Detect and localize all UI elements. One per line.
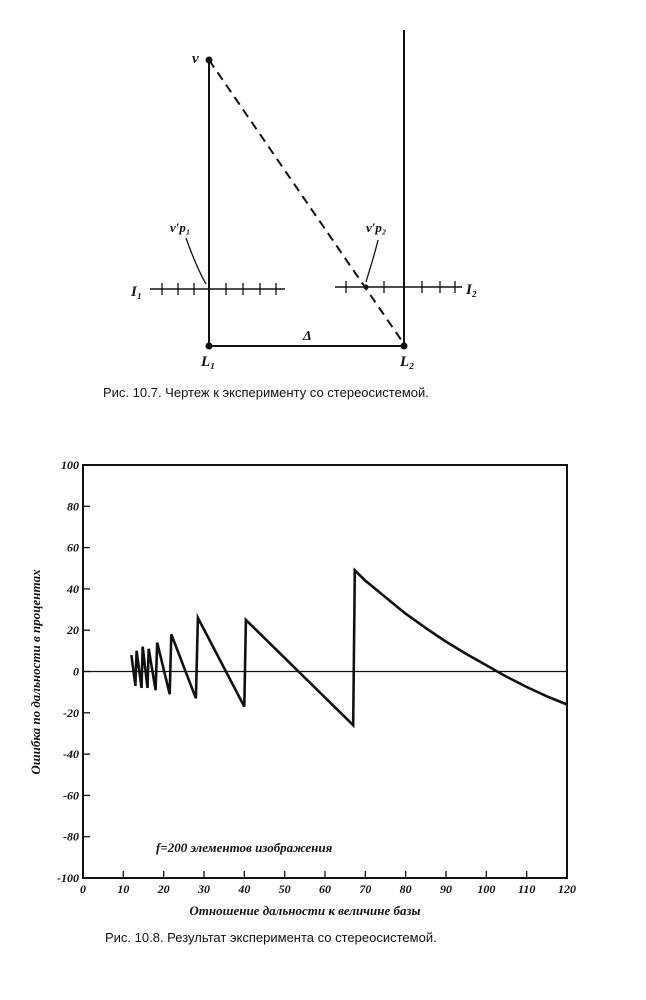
y-tick-label: -60 [63,788,79,803]
label-delta: Δ [303,329,312,344]
chart-annotation: f=200 элементов изображения [156,840,333,855]
x-tick-label: 20 [157,882,170,896]
x-axis-title: Отношение дальности к величине базы [189,903,421,918]
label-I1: I₁ [131,284,143,300]
x-tick-label: 110 [517,882,536,896]
y-tick-label: 0 [73,664,79,679]
point-vp2 [364,285,369,290]
x-tick-label: 120 [558,882,576,896]
label-vp1: v′p₁ [170,220,191,235]
stereo-diagram [0,0,646,380]
error-series-line [131,570,567,725]
y-tick-label: -80 [63,829,79,844]
y-tick-label: 100 [61,458,79,472]
y-tick-label: -40 [63,747,79,762]
x-tick-label: 0 [80,882,86,896]
x-tick-label: 60 [319,882,331,896]
point-v [206,57,213,64]
label-I2: I₂ [466,282,478,298]
x-tick-label: 100 [477,882,496,896]
x-tick-label: 80 [399,882,412,896]
label-L1: L₁ [201,354,216,370]
x-tick-label: 50 [278,882,291,896]
leader-vp1 [186,238,206,284]
leader-vp2 [366,240,378,282]
x-tick-label: 30 [198,882,210,896]
point-L1 [206,343,213,350]
x-tick-label: 40 [238,882,251,896]
y-tick-label: 80 [67,499,79,514]
y-tick-label: -100 [57,871,79,885]
range-error-chart [0,440,646,940]
x-tick-label: 70 [359,882,372,896]
y-tick-label: 20 [67,623,79,638]
y-tick-label: 60 [67,540,79,555]
figure-10-7-caption: Рис. 10.7. Чертеж к эксперименту со стереосистемой. [103,385,429,400]
y-tick-label: 40 [67,581,79,596]
y-axis-title: Ошибка по дальности в процентах [28,569,43,775]
x-tick-label: 10 [117,882,130,896]
y-tick-label: -20 [63,705,79,720]
point-L2 [401,343,408,350]
sight-line [209,60,404,344]
label-v: v [192,51,199,67]
figure-10-8-caption: Рис. 10.8. Результат эксперимента со стереосистемой. [105,930,437,945]
x-tick-label: 90 [440,882,452,896]
label-L2: L₂ [400,354,415,370]
label-vp2: v′p₂ [366,220,387,235]
